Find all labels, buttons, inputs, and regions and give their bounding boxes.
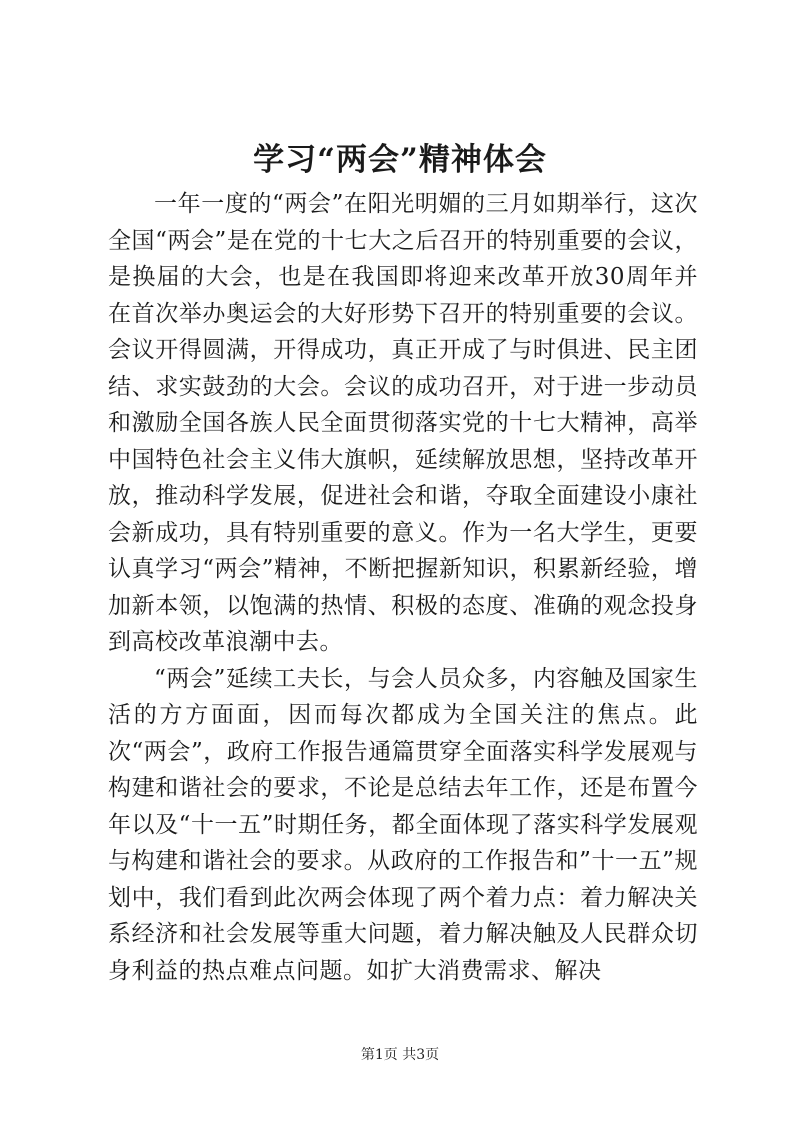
paragraph-2: “两会”延续工夫长，与会人员众多，内容触及国家生活的方方面面，因而每次都成为全国关注的焦点。此次“两会”，政府工作报告通篇贯穿全面落实科学发展观与构建和谐社会的要求，不论是总结去年工作，还是布置今年以及“十一五”时期任务，都全面体现了落实科学发展观与构建和谐社会的要求。从政府的工作报告和”十一五”规划中，我们看到此次两会体现了两个着力点：着力解决关系经济和社会发展等重大问题，着力解决触及人民群众切身利益的热点难点问题。如扩大消费需求、解决 (108, 665, 698, 984)
document-title: 学习“两会”精神体会 (253, 142, 547, 178)
page-number-footer: 第1页 共3页 (360, 1047, 440, 1063)
document-body (108, 186, 698, 989)
paragraph-1: 一年一度的“两会”在阳光明媚的三月如期举行，这次全国“两会”是在党的十七大之后召开的特别重要的会议，是换届的大会，也是在我国即将迎来改革开放30周年并在首次举办奥运会的大好形势下召开的特别重要的会议。会议开得圆满，开得成功，真正开成了与时俱进、民主团结、求实鼓劲的大会。会议的成功召开，对于进一步动员和激励全国各族人民全面贯彻落实党的十七大精神，高举中国特色社会主义伟大旗帜，延续解放思想，坚持改革开放，推动科学发展，促进社会和谐，夺取全面建设小康社会新成功，具有特别重要的意义。作为一名大学生，更要认真学习“两会”精神，不断把握新知识，积累新经验，增加新本领，以饱满的热情、积极的态度、准确的观念投身到高校改革浪潮中去。 (108, 191, 698, 655)
